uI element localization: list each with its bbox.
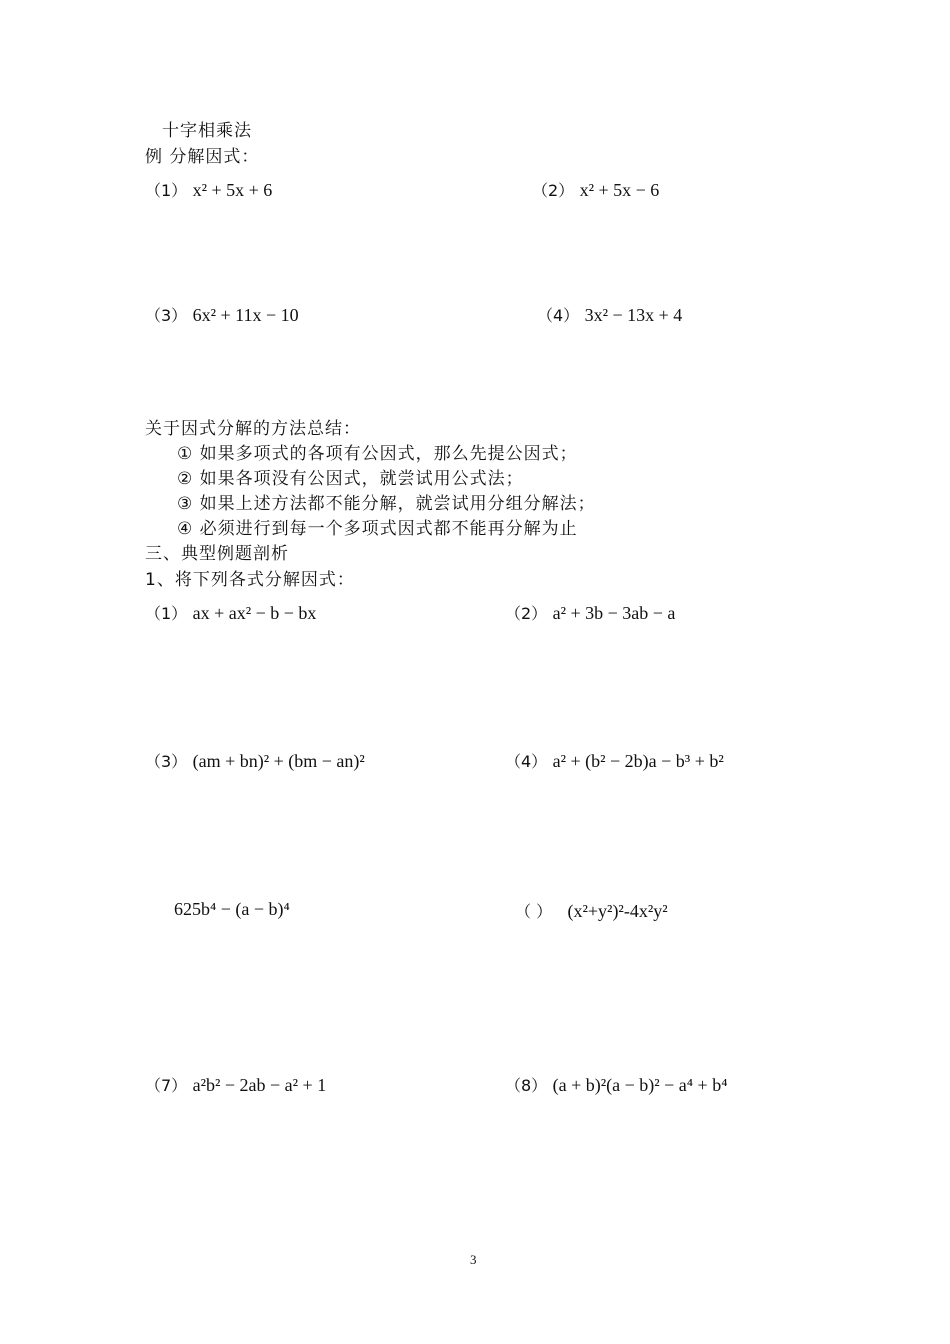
problem-expression: (am + bn)² + (bm − an)² xyxy=(192,751,365,771)
problem-expression: (a + b)²(a − b)² − a⁴ + b⁴ xyxy=(552,1075,728,1095)
example-label: 例 分解因式： xyxy=(145,147,260,167)
summary-item-1: ① 如果多项式的各项有公因式，那么先提公因式； xyxy=(177,444,578,464)
problem-number: （8） xyxy=(505,1076,548,1095)
section-subtitle: 1、将下列各式分解因式： xyxy=(145,570,355,590)
example-3 xyxy=(145,303,299,326)
problem-7 xyxy=(145,1073,326,1096)
problem-number: （3） xyxy=(145,752,188,771)
problem-2 xyxy=(505,601,675,624)
section-heading: 三、典型例题剖析 xyxy=(145,544,289,564)
problem-expression: a² + 3b − 3ab − a xyxy=(552,603,676,623)
example-expression: 6x² + 11x − 10 xyxy=(192,305,299,325)
problem-number: （7） xyxy=(145,1076,188,1095)
example-4 xyxy=(537,303,682,326)
summary-item-2: ② 如果各项没有公因式，就尝试用公式法； xyxy=(177,469,524,489)
summary-item-3: ③ 如果上述方法都不能分解，就尝试用分组分解法； xyxy=(177,494,596,514)
summary-item-4: ④ 必须进行到每一个多项式因式都不能再分解为止 xyxy=(177,519,578,539)
section-title: 十字相乘法 xyxy=(162,121,252,141)
problem-expression: ax + ax² − b − bx xyxy=(192,603,317,623)
problem-expression: (x²+y²)²-4x²y² xyxy=(567,901,668,921)
problem-8 xyxy=(505,1073,728,1096)
problem-6 xyxy=(515,899,668,922)
example-1 xyxy=(145,178,272,201)
page-number: 3 xyxy=(470,1252,477,1267)
problem-5 xyxy=(174,899,290,920)
problem-expression: 625b⁴ − (a − b)⁴ xyxy=(174,899,290,919)
example-number: （4） xyxy=(537,306,580,325)
example-2 xyxy=(532,178,659,201)
summary-title: 关于因式分解的方法总结： xyxy=(145,419,361,439)
problem-number: （2） xyxy=(505,604,548,623)
problem-4 xyxy=(505,749,724,772)
example-number: （1） xyxy=(145,181,188,200)
problem-1 xyxy=(145,601,316,624)
example-expression: x² + 5x + 6 xyxy=(192,180,273,200)
problem-expression: a² + (b² − 2b)a − b³ + b² xyxy=(552,751,724,771)
example-expression: 3x² − 13x + 4 xyxy=(584,305,683,325)
problem-3 xyxy=(145,749,365,772)
example-number: （3） xyxy=(145,306,188,325)
problem-number: （ ） xyxy=(515,902,553,921)
problem-number: （1） xyxy=(145,604,188,623)
problem-number: （4） xyxy=(505,752,548,771)
example-number: （2） xyxy=(532,181,575,200)
problem-expression: a²b² − 2ab − a² + 1 xyxy=(192,1075,327,1095)
example-expression: x² + 5x − 6 xyxy=(579,180,660,200)
